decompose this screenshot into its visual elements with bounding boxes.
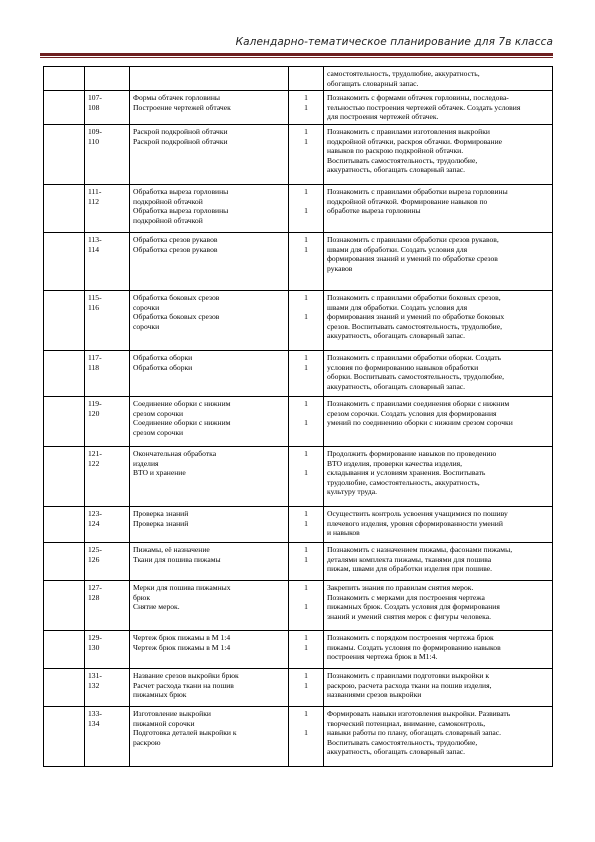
lesson-hours-line: 1 [304, 362, 308, 372]
lesson-topic-line: сорочки [133, 321, 160, 331]
lesson-hours [289, 581, 324, 631]
lesson-topic-line: раскрою [133, 737, 161, 747]
row-blank-cell [44, 707, 85, 767]
lesson-hours [289, 669, 324, 707]
plan-table-body [44, 67, 553, 767]
lesson-number-line: 133- [88, 709, 102, 718]
lesson-topic-line: Пижамы, её назначение [133, 545, 210, 554]
row-blank-cell [44, 447, 85, 507]
lesson-topic-line: Обработка срезов рукавов [133, 235, 218, 244]
header-rule [40, 53, 553, 56]
lesson-topic-line: Обработка боковых срезов [133, 293, 220, 302]
lesson-goals-line: самостоятельность, трудолюбие, аккуратность, [327, 69, 480, 78]
lesson-goals [324, 397, 553, 447]
lesson-hours-line: 1 [304, 518, 308, 528]
lesson-goals-line: условия по формированию навыков обработки [327, 362, 479, 372]
lesson-number-line: 128 [88, 592, 100, 602]
row-blank-cell [44, 507, 85, 543]
lesson-goals [324, 125, 553, 185]
lesson-hours-line: 1 [304, 602, 308, 612]
row-blank-cell [44, 233, 85, 291]
lesson-hours [289, 233, 324, 291]
lesson-number [85, 397, 130, 447]
lesson-hours [289, 185, 324, 233]
lesson-hours-line [292, 593, 320, 603]
lesson-number [85, 543, 130, 581]
lesson-hours-line: 1 [304, 509, 308, 518]
lesson-topic-line: срезом сорочки [133, 408, 184, 418]
row-blank-cell [44, 351, 85, 397]
lesson-hours [289, 543, 324, 581]
lesson-number-line: 130 [88, 642, 100, 652]
lesson-topic-line: подкройной обтачкой [133, 215, 203, 225]
lesson-goals-line: Познакомить с порядком построения чертежа брюк [327, 633, 494, 642]
table-row [44, 707, 553, 767]
lesson-goals [324, 67, 553, 91]
lesson-topic [130, 233, 289, 291]
lesson-hours [289, 91, 324, 125]
table-row [44, 447, 553, 507]
lesson-goals-line: Воспитывать самостоятельность, трудолюбие, [327, 155, 478, 165]
page-header [40, 20, 553, 60]
lesson-hours-line: 1 [304, 633, 308, 642]
lesson-goals [324, 581, 553, 631]
lesson-hours-line: 1 [304, 293, 308, 302]
lesson-goals-line: Познакомить с назначением пижамы, фасонами пижамы, [327, 545, 513, 554]
lesson-topic-line: Подготовка деталей выкройки к [133, 728, 237, 738]
lesson-goals-line: пижамы. Создать условия по формированию навыков [327, 642, 501, 652]
lesson-topic-line: Раскрой подкройной обтачки [133, 136, 228, 146]
lesson-goals [324, 351, 553, 397]
lesson-topic-line: Построение чертежей обтачек [133, 102, 231, 112]
lesson-number-line: 115- [88, 293, 102, 302]
lesson-number-line: 126 [88, 554, 100, 564]
lesson-hours [289, 67, 324, 91]
lesson-number [85, 233, 130, 291]
lesson-number-line: 119- [88, 399, 102, 408]
lesson-goals-line: Познакомить с правилами изготовления выкройки [327, 127, 490, 136]
table-row [44, 631, 553, 669]
lesson-goals [324, 291, 553, 351]
lesson-topic [130, 507, 289, 543]
lesson-goals-line: Познакомить с правилами подготовки выкройки к [327, 671, 490, 680]
lesson-hours-line: 1 [304, 642, 308, 652]
lesson-hours [289, 351, 324, 397]
lesson-goals-line: аккуратность, обогащать словарный запас. [327, 747, 466, 757]
lesson-goals-line: для построения чертежей обтачек. [327, 112, 439, 122]
lesson-number [85, 185, 130, 233]
lesson-hours [289, 291, 324, 351]
lesson-hours-line: 1 [304, 728, 308, 738]
lesson-number-line: 125- [88, 545, 102, 554]
lesson-hours-line [292, 459, 320, 469]
lesson-goals-line: Познакомить с правилами обработки боковых срезов, [327, 293, 501, 302]
lesson-goals-line: творческий потенциал, внимание, самоконтроль, [327, 718, 486, 728]
lesson-number-line: 112 [88, 196, 100, 206]
lesson-topic [130, 125, 289, 185]
lesson-goals-line: Познакомить с правилами обработки выреза горловины [327, 187, 508, 196]
lesson-hours-line [292, 409, 320, 419]
lesson-goals [324, 707, 553, 767]
row-blank-cell [44, 631, 85, 669]
lesson-topic [130, 581, 289, 631]
lesson-goals-line: Осуществить контроль усвоения учащимися по пошиву [327, 509, 508, 518]
lesson-goals-line: подкройной обтачкой. Формирование навыков по [327, 196, 488, 206]
lesson-topic [130, 447, 289, 507]
row-blank-cell [44, 543, 85, 581]
lesson-hours-line: 1 [304, 583, 308, 592]
lesson-topic-line: Снятие мерок. [133, 602, 180, 612]
lesson-hours-line: 1 [304, 554, 308, 564]
lesson-topic-line: Обработка срезов рукавов [133, 244, 218, 254]
lesson-number [85, 67, 130, 91]
lesson-hours-line: 1 [304, 206, 308, 216]
lesson-number [85, 351, 130, 397]
lesson-goals [324, 91, 553, 125]
table-row [44, 185, 553, 233]
lesson-goals [324, 507, 553, 543]
lesson-hours [289, 125, 324, 185]
lesson-number-line: 107- [88, 93, 102, 102]
lesson-goals-line: Закрепить знания по правилам снятия мерок. [327, 583, 474, 592]
lesson-topic-line: Название срезов выкройки брюк [133, 671, 239, 680]
lesson-goals-line: аккуратность, обогащать словарный запас. [327, 165, 466, 175]
lesson-hours [289, 397, 324, 447]
lesson-number [85, 581, 130, 631]
lesson-number-line: 120 [88, 408, 100, 418]
lesson-goals-line: раскрою, расчета расхода ткани на пошив изделия, [327, 680, 492, 690]
table-row [44, 351, 553, 397]
lesson-number-line: 134 [88, 718, 100, 728]
row-blank-cell [44, 185, 85, 233]
row-blank-cell [44, 669, 85, 707]
lesson-goals-line: формирования знаний и умений по обработке срезов [327, 254, 498, 264]
lesson-topic-line: Обработка боковых срезов [133, 312, 220, 322]
lesson-topic-line: Окончательная обработка [133, 449, 217, 458]
lesson-goals-line: построения чертежа брюк в М1:4. [327, 652, 438, 662]
lesson-topic [130, 91, 289, 125]
lesson-hours-line: 1 [304, 102, 308, 112]
lesson-number-line: 121- [88, 449, 102, 458]
lesson-topic-line: брюк [133, 592, 151, 602]
lesson-goals-line: швами для обработки. Создать условия для [327, 244, 468, 254]
lesson-hours-line: 1 [304, 709, 308, 718]
lesson-goals-line: рукавов [327, 263, 353, 273]
lesson-goals [324, 447, 553, 507]
lesson-topic-line: ВТО и хранение [133, 468, 186, 478]
lesson-hours-line: 1 [304, 399, 308, 408]
lesson-number [85, 125, 130, 185]
lesson-goals-line: Познакомить с правилами соединения оборки с нижним [327, 399, 510, 408]
lesson-hours-line: 1 [304, 312, 308, 322]
lesson-hours-line: 1 [304, 671, 308, 680]
lesson-goals-line: формирования знаний и умений по обработке боковых [327, 312, 505, 322]
lesson-number-line: 124 [88, 518, 100, 528]
plan-table [43, 66, 553, 767]
lesson-goals-line: Познакомить с мерками для построения чертежа [327, 592, 485, 602]
lesson-hours [289, 707, 324, 767]
lesson-number-line: 129- [88, 633, 102, 642]
table-row [44, 233, 553, 291]
lesson-goals-line: и навыков [327, 528, 360, 538]
lesson-number [85, 91, 130, 125]
lesson-hours-line: 1 [304, 187, 308, 196]
lesson-number-line: 123- [88, 509, 102, 518]
table-row [44, 91, 553, 125]
lesson-number [85, 631, 130, 669]
lesson-goals-line: Воспитывать самостоятельность, трудолюбие, [327, 737, 478, 747]
lesson-topic-line: Обработка выреза горловины [133, 206, 229, 216]
row-blank-cell [44, 67, 85, 91]
lesson-goals-line: деталями комплекта пижамы, тканями для пошива [327, 554, 492, 564]
table-row [44, 581, 553, 631]
lesson-topic-line: подкройной обтачкой [133, 196, 203, 206]
lesson-topic-line: Раскрой подкройной обтачки [133, 127, 228, 136]
lesson-topic-line: пижамной сорочки [133, 718, 195, 728]
lesson-topic [130, 185, 289, 233]
lesson-topic-line: сорочки [133, 302, 160, 312]
lesson-hours-line: 1 [304, 136, 308, 146]
table-row [44, 669, 553, 707]
lesson-topic [130, 397, 289, 447]
lesson-topic [130, 351, 289, 397]
lesson-hours-line: 1 [304, 127, 308, 136]
lesson-goals-line: обработке выреза горловины [327, 206, 421, 216]
lesson-topic [130, 291, 289, 351]
lesson-topic [130, 67, 289, 91]
lesson-goals-line: навыки работы по плану, обогащать словарный запас. [327, 728, 502, 738]
lesson-topic-line: Проверка знаний [133, 509, 189, 518]
lesson-number [85, 447, 130, 507]
lesson-hours-line: 1 [304, 244, 308, 254]
table-row [44, 67, 553, 91]
table-row [44, 507, 553, 543]
lesson-number-line: 131- [88, 671, 102, 680]
lesson-topic-line: Обработка выреза горловины [133, 187, 229, 196]
lesson-number [85, 669, 130, 707]
lesson-topic [130, 707, 289, 767]
table-row [44, 125, 553, 185]
lesson-goals-line: складывания и условиям хранения. Воспитывать [327, 468, 486, 478]
lesson-hours-line [292, 197, 320, 207]
lesson-goals-line: пижам, швами для обработки изделия при пошиве. [327, 564, 493, 574]
lesson-topic-line: Ткани для пошива пижамы [133, 554, 221, 564]
lesson-goals [324, 631, 553, 669]
lesson-hours-line: 1 [304, 418, 308, 428]
lesson-hours [289, 447, 324, 507]
lesson-goals-line: пижамных брюк. Создать условия для формирования [327, 602, 500, 612]
lesson-topic-line: Проверка знаний [133, 518, 189, 528]
lesson-topic-line: Обработка оборки [133, 353, 193, 362]
lesson-goals-line: названиями срезов выкройки [327, 690, 422, 700]
lesson-hours-line: 1 [304, 545, 308, 554]
lesson-goals [324, 233, 553, 291]
lesson-goals-line: знаний и умений снятия мерок с фигуры человека. [327, 611, 491, 621]
row-blank-cell [44, 581, 85, 631]
lesson-hours-line [292, 303, 320, 313]
lesson-topic-line: Чертеж брюк пижамы в М 1:4 [133, 633, 231, 642]
lesson-goals-line: срезом сорочки. Создать условия для формирования [327, 408, 497, 418]
lesson-goals-line: оборки. Воспитывать самостоятельность, трудолюбие, [327, 372, 505, 382]
lesson-hours-line: 1 [304, 468, 308, 478]
lesson-topic [130, 631, 289, 669]
lesson-number-line: 109- [88, 127, 102, 136]
table-row [44, 543, 553, 581]
lesson-hours-line: 1 [304, 449, 308, 458]
lesson-number-line: 122 [88, 458, 100, 468]
lesson-topic-line: Чертеж брюк пижамы в М 1:4 [133, 642, 231, 652]
table-row [44, 397, 553, 447]
lesson-number-line: 118 [88, 362, 100, 372]
lesson-number-line: 114 [88, 244, 100, 254]
lesson-number-line: 116 [88, 302, 100, 312]
lesson-number [85, 707, 130, 767]
lesson-hours [289, 507, 324, 543]
lesson-goals-line: аккуратность, обогащать словарный запас. [327, 331, 466, 341]
row-blank-cell [44, 397, 85, 447]
lesson-number-line: 108 [88, 102, 100, 112]
lesson-topic-line: Расчет расхода ткани на пошив [133, 680, 234, 690]
lesson-topic-line: срезом сорочки [133, 427, 184, 437]
lesson-number-line: 132 [88, 680, 100, 690]
lesson-number-line: 117- [88, 353, 102, 362]
lesson-hours-line: 1 [304, 353, 308, 362]
lesson-goals-line: тельностью построения чертежей обтачек. Создать условия [327, 102, 521, 112]
lesson-goals-line: обогащать словарный запас. [327, 78, 419, 88]
lesson-goals-line: культуру труда. [327, 487, 377, 497]
lesson-topic-line: Обработка оборки [133, 362, 193, 372]
lesson-goals [324, 669, 553, 707]
lesson-topic [130, 669, 289, 707]
lesson-goals-line: Продолжить формирование навыков по проведению [327, 449, 497, 458]
lesson-number-line: 113- [88, 235, 102, 244]
lesson-number-line: 110 [88, 136, 100, 146]
lesson-hours-line [292, 719, 320, 729]
lesson-goals-line: Познакомить с правилами обработки срезов рукавов, [327, 235, 499, 244]
lesson-topic-line: Изготовление выкройки [133, 709, 211, 718]
lesson-hours-line: 1 [304, 235, 308, 244]
lesson-hours-line: 1 [304, 680, 308, 690]
row-blank-cell [44, 291, 85, 351]
table-row [44, 291, 553, 351]
lesson-goals-line: подкройной обтачки, раскроя обтачки. Формирование [327, 136, 503, 146]
lesson-hours-line: 1 [304, 93, 308, 102]
header-rule-thin [40, 57, 553, 58]
page-title: Календарно-тематическое планирование для 7в класса [235, 36, 553, 48]
lesson-topic-line: Мерки для пошива пижамных [133, 583, 231, 592]
lesson-topic-line: Формы обтачек горловины [133, 93, 221, 102]
lesson-goals-line: умений по соединению оборки с нижним срезом сорочки [327, 418, 513, 428]
lesson-goals-line: Познакомить с правилами обработки оборки. Создать [327, 353, 502, 362]
lesson-goals-line: срезов. Воспитывать самостоятельность, трудолюбие, [327, 321, 503, 331]
lesson-number-line: 127- [88, 583, 102, 592]
lesson-goals-line: ВТО изделия, проверки качества изделия, [327, 458, 463, 468]
lesson-goals-line: Познакомить с формами обтачек горловины, последова- [327, 93, 509, 102]
row-blank-cell [44, 91, 85, 125]
lesson-goals-line: трудолюбие, самостоятельность, аккуратность, [327, 477, 480, 487]
lesson-topic-line: Соединение оборки с нижним [133, 399, 231, 408]
lesson-topic-line: Соединение оборки с нижним [133, 418, 231, 428]
lesson-hours [289, 631, 324, 669]
lesson-number-line: 111- [88, 187, 102, 196]
lesson-goals-line: аккуратность, обогащать словарный запас. [327, 381, 466, 391]
row-blank-cell [44, 125, 85, 185]
lesson-topic-line: пижамных брюк [133, 690, 187, 700]
lesson-number [85, 291, 130, 351]
lesson-topic-line: изделия [133, 458, 159, 468]
lesson-number [85, 507, 130, 543]
lesson-goals [324, 543, 553, 581]
lesson-topic [130, 543, 289, 581]
lesson-goals-line: навыков по раскрою подкройной обтачки. [327, 146, 464, 156]
lesson-goals [324, 185, 553, 233]
lesson-goals-line: плечевого изделия, уровня сформированности умений [327, 518, 503, 528]
lesson-goals-line: швами для обработки. Создать условия для [327, 302, 468, 312]
lesson-goals-line: Формировать навыки изготовления выкройки. Развивать [327, 709, 511, 718]
